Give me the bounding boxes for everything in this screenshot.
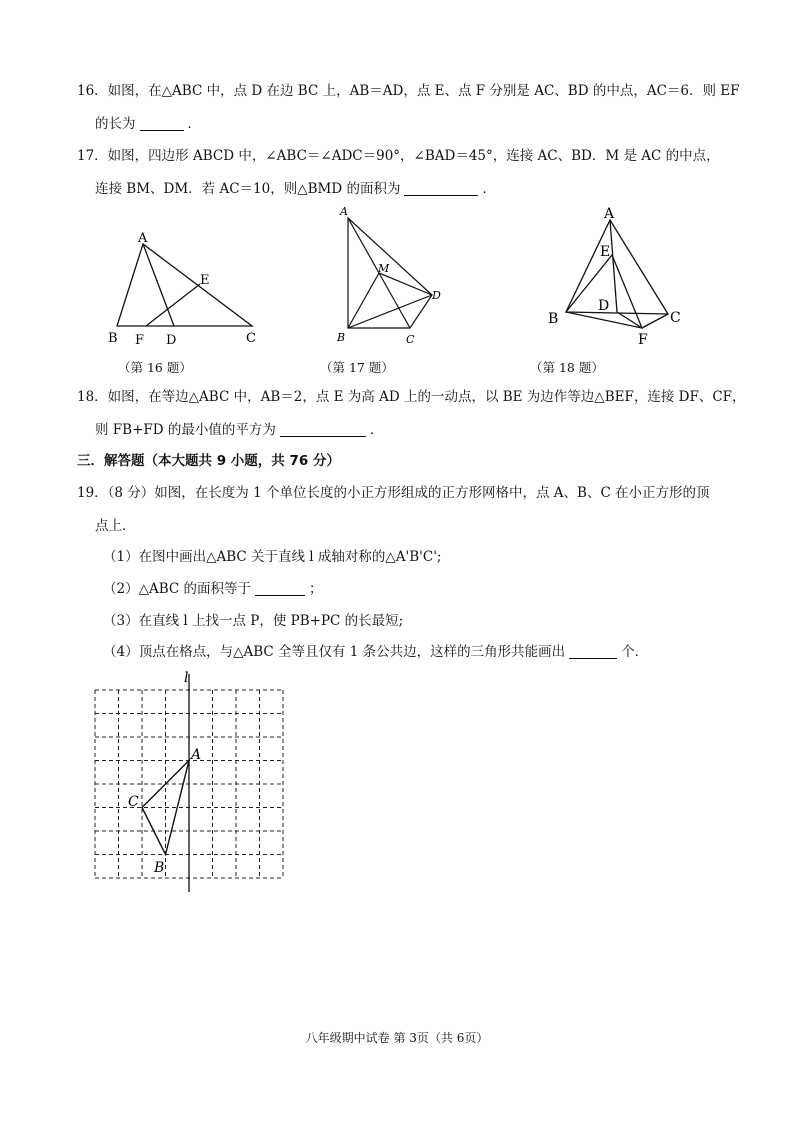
figure-18 bbox=[542, 202, 692, 352]
fig17-segment-bd bbox=[348, 295, 432, 328]
fig18-label-d: D bbox=[598, 298, 610, 314]
fig16-label-e: E bbox=[200, 273, 210, 288]
fig16-label-c: C bbox=[246, 331, 256, 346]
q18-line1: 18．如图，在等边△ABC 中，AB＝2，点 E 为高 AD 上的一动点，以 BE 为边作等边△BEF，连接 DF、CF， bbox=[77, 389, 746, 405]
q17-answer-blank[interactable] bbox=[404, 181, 478, 196]
fig16-triangle-abc bbox=[117, 244, 252, 326]
fig18-label-b: B bbox=[548, 311, 559, 327]
q19-line2: 点上． bbox=[95, 518, 136, 534]
q19-part4-blank[interactable] bbox=[569, 644, 617, 659]
fig17-label-m: M bbox=[378, 262, 390, 275]
q19-label-b: B bbox=[154, 860, 165, 876]
q17-line1: 17．如图，四边形 ABCD 中，∠ABC＝∠ADC＝90°，∠BAD＝45°，连接 AC、BD．M 是 AC 的中点， bbox=[77, 148, 720, 164]
fig18-segment-cf bbox=[642, 314, 668, 328]
figure-16 bbox=[104, 228, 268, 348]
q16-line1: 16．如图，在△ABC 中，点 D 在边 BC 上，AB＝AD，点 E、点 F 分别是 AC、BD 的中点，AC＝6．则 EF bbox=[77, 83, 740, 99]
q19-part2 bbox=[103, 580, 323, 598]
q19-part2-semicolon: ； bbox=[309, 581, 323, 597]
fig18-label-c: C bbox=[670, 310, 681, 326]
q19-part3: （3）在直线 l 上找一点 P，使 PB+PC 的长最短; bbox=[103, 613, 404, 629]
page-footer: 八年级期中试卷 第 3页（共 6页） bbox=[305, 1031, 489, 1045]
fig18-label-f: F bbox=[638, 332, 648, 348]
figure-17 bbox=[332, 200, 452, 350]
q18-line2 bbox=[95, 421, 383, 439]
q17-prompt: 连接 BM、DM．若 AC＝10，则△BMD 的面积为 bbox=[95, 181, 401, 197]
q16-prompt: 的长为 bbox=[95, 116, 136, 132]
fig17-segment-dm bbox=[379, 273, 432, 295]
section-3-heading: 三．解答题（本大题共 9 小题，共 76 分） bbox=[77, 453, 340, 469]
fig17-label-d: D bbox=[432, 289, 441, 302]
q19-part1: （1）在图中画出△ABC 关于直线 l 成轴对称的△A'B'C'; bbox=[103, 549, 442, 565]
fig16-label-d: D bbox=[166, 333, 177, 348]
q19-label-l: l bbox=[184, 670, 189, 686]
q19-part4-end: 个． bbox=[621, 644, 649, 660]
fig16-segment-ef bbox=[146, 284, 200, 326]
q19-label-a: A bbox=[191, 747, 202, 763]
fig16-label-a: A bbox=[138, 231, 148, 246]
q16-line2 bbox=[95, 115, 201, 133]
fig16-caption: （第 16 题） bbox=[118, 360, 192, 375]
fig17-label-a: A bbox=[340, 205, 348, 218]
fig17-caption: （第 17 题） bbox=[320, 360, 394, 375]
q19-label-c: C bbox=[128, 794, 139, 810]
q17-line2 bbox=[95, 180, 496, 198]
fig17-segment-bm bbox=[348, 273, 379, 328]
q18-prompt: 则 FB+FD 的最小值的平方为 bbox=[95, 422, 276, 438]
q16-answer-blank[interactable] bbox=[140, 116, 184, 131]
fig18-label-e: E bbox=[600, 244, 611, 260]
q19-line1: 19．（8 分）如图，在长度为 1 个单位长度的小正方形组成的正方形网格中，点 A、B、C 在小正方形的顶 bbox=[77, 485, 710, 501]
fig17-label-c: C bbox=[406, 333, 415, 346]
fig17-label-b: B bbox=[337, 331, 346, 344]
q19-part2-blank[interactable] bbox=[255, 581, 305, 596]
q19-grid-figure bbox=[88, 670, 298, 896]
q18-answer-blank[interactable] bbox=[280, 422, 366, 437]
q19-part4 bbox=[103, 643, 648, 661]
q19-part4-prompt: （4）顶点在格点，与△ABC 全等且仅有 1 条公共边，这样的三角形共能画出 bbox=[103, 644, 566, 660]
fig18-caption: （第 18 题） bbox=[530, 360, 604, 375]
q17-period: ． bbox=[482, 181, 496, 197]
fig18-label-a: A bbox=[604, 206, 615, 222]
q16-period: ． bbox=[187, 116, 201, 132]
q19-part2-prompt: （2）△ABC 的面积等于 bbox=[103, 581, 252, 597]
fig16-label-f: F bbox=[135, 333, 145, 348]
fig16-label-b: B bbox=[108, 331, 118, 346]
q18-period: ． bbox=[369, 422, 384, 438]
fig18-triangle-bef bbox=[566, 255, 642, 328]
